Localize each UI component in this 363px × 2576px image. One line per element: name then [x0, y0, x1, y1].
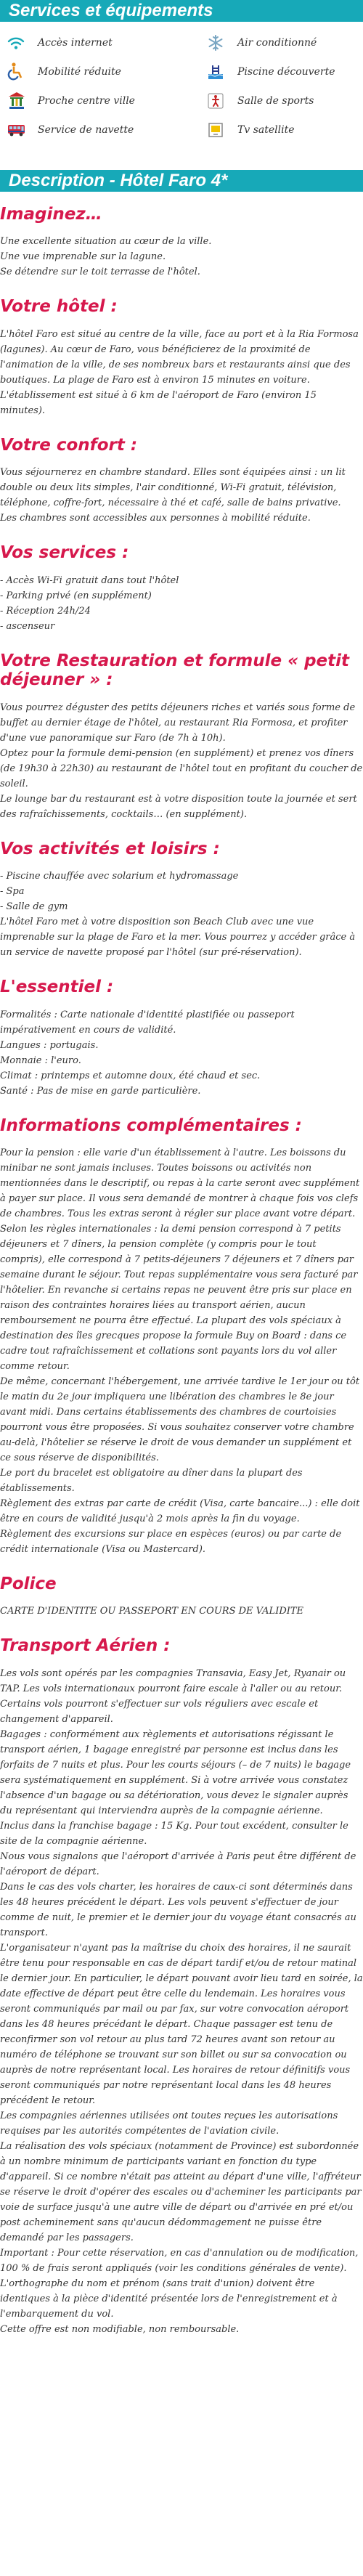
- amenity-internet: [7, 33, 207, 52]
- section-air-transport: [0, 1636, 363, 2336]
- air-conditioning-icon: [207, 33, 229, 52]
- amenity-label: Service de navette: [38, 124, 134, 136]
- section-text: L'hôtel Faro est situé au centre de la ville, face au port et à la Ria Formosa (lagunes). Au cœur de Faro, vous bénéficierez de la proximité de l'animation de la ville, de ses nombreux bars et restaurants ainsi que des boutiques. La plage de Faro est à environ 15 minutes en voiture. L'établissement est situé à 6 km de l'aéroport de Faro (environ 15 minutes).: [0, 328, 359, 416]
- section-text: Pour la pension : elle varie d'un établissement à l'autre. Les boissons du minibar ne sont jamais incluses. Toutes boissons ou activités non mentionnées dans le descriptif, ou repas à la carte seront avec supplément à payer sur place. Il vous sera demandé de montrer à chaque fois vos clefs de chambres. Tous les extras seront à régler sur place avant votre départ. Selon les règles internationales : la demi pension correspond à 7 petits déjeuners et 7 dîners, la pension complète (y compris pour le tout compris), elle correspond à 7 petits-déjeuners 7 déjeuners et 7 dîners par semaine durant le séjour. Tout repas supplémentaire vous sera facturé par l'hôtelier. En revanche si certains repas ne peuvent être pris sur place en raison des contraintes horaires liées au transport aérien, aucun remboursement ne pourra être effectué. La plupart des vols spéciaux à destination des îles grecques propose la formule Buy on Board : dans ce cadre tout rafraîchissement et collations sont payants lors du vol aller comme retour. De même, concernant l'hébergement, une arrivée tardive le 1er jour ou tôt le matin du 2e jour impliquera une libération des chambres le 8e jour avant midi. Dans certains établissements des chambres de courtoisies pourront vous être proposées. Si vous souhaitez conserver votre chambre au-delà, l'hôtelier se réserve le droit de vous demander un supplément et ce sous réserve de disponibilités. Le port du bracelet est obligatoire au dîner dans la plupart des établissements. Règlement des extras par carte de crédit (Visa, carte bancaire...) : elle doit être en cours de validité jusqu'à 2 mois après la fin du voyage. Règlement des excursions sur place en espèces (euros) ou par carte de crédit internationale (Visa ou Mastercard).: [0, 1147, 360, 1555]
- section-title: Transport Aérien :: [0, 1636, 171, 1656]
- section-imagine: [0, 205, 363, 280]
- section-text: Les vols sont opérés par les compagnies Transavia, Easy Jet, Ryanair ou TAP. Les vols internationaux pourront faire escale à l'aller ou au retour. Certains vols pourront s'effectuer sur vols réguliers avec escale et changement d'appareil. Bagages : conformément aux règlements et autorisations régissant le transport aérien, 1 bagage enregistré par personne est inclus dans les forfaits de 7 nuits et plus. Pour les courts séjours (– de 7 nuits) le bagage sera systématiquement en supplément. Si à votre arrivée vous constatez l'absence d'un bagage ou sa détérioration, vous devez le signaler auprès du représentant qui interviendra auprès de la compagnie aérienne. Inclus dans la franchise bagage : 15 Kg. Pour tout excédent, consulter le site de la compagnie aérienne. Nous vous signalons que l'aéroport d'arrivée à Paris peut être différent de l'aéroport de départ. Dans le cas des vols charter, les horaires de caux-ci sont déterminés dans les 48 heures précédent le départ. Les vols peuvent s'effectuer de jour comme de nuit, le premier et le dernier jour du voyage étant consacrés au transport. L'organisateur n'ayant pas la maîtrise du choix des horaires, il ne saurait être tenu pour responsable en cas de départ tardif et/ou de retour matinal le dernier jour. En particulier, le départ pouvant avoir lieu tard en soirée, la date effective de départ peut être celle du lendemain. Les horaires vous seront communiqués par mail ou par fax, sur votre convocation aéroport dans les 48 heures précédant le départ. Chaque passager est tenu de reconfirmer son vol retour au plus tard 72 heures avant son retour au numéro de téléphone se trouvant sur son billet ou sur sa convocation ou auprès de notre représentant local. Les horaires de retour définitifs vous seront communiqués par notre représentant local dans les 48 heures précédent le retour. Les compagnies aériennes utilisées ont toutes reçues les autorisations requises par les autorités compétentes de l'aviation civile. La réalisation des vols spéciaux (notamment de Province) est subordonnée à un nombre minimum de participants variant en fonction du type d'appareil. Si ce nombre n'était pas atteint au départ d'une ville, l'affréteur se réserve le droit d'opérer des escales ou d'acheminer les participants par voie de surface jusqu'à une autre ville de départ ou d'arrivée en pré et/ou post acheminement sans qu'aucun dédommagement ne puisse être demandé par les passagers. Important : Pour cette réservation, en cas d'annulation ou de modification, 100 % de frais seront appliqués (voir les conditions générales de vente). L'orthographe du nom et prénom (sans trait d'union) doivent être identiques à la pièce d'identité présentée lors de l'enregistrement et à l'embarquement du vol. Cette offre est non modifiable, non remboursable.: [0, 1667, 363, 2335]
- section-restauration: [0, 651, 363, 822]
- section-hotel: [0, 297, 363, 418]
- amenities-list: [0, 22, 363, 153]
- description-heading: Description - Hôtel Faro 4*: [0, 170, 363, 192]
- section-essentials: [0, 978, 363, 1098]
- section-title: Vos activités et loisirs :: [0, 839, 220, 858]
- section-text: Vous séjournerez en chambre standard. Elles sont équipées ainsi : un lit double ou deux lits simples, l'air conditionné, Wi-Fi gratuit, télévision, téléphone, coffre-fort, nécessaire à thé et café, salle de bains privative. Les chambres sont accessibles aux personnes à mobilité réduite.: [0, 467, 346, 524]
- section-title: Votre confort :: [0, 435, 138, 455]
- amenity-shuttle: [7, 121, 207, 139]
- section-text: Une excellente situation au cœur de la ville. Une vue imprenable sur la lagune. Se détendre sur le toit terrasse de l'hôtel.: [0, 236, 212, 278]
- gym-icon: [207, 92, 229, 110]
- amenity-gym: [207, 92, 363, 110]
- section-title: Imaginez…: [0, 205, 102, 224]
- section-police: [0, 1575, 363, 1619]
- amenity-reduced-mobility: [7, 62, 207, 81]
- wifi-icon: [7, 33, 29, 52]
- pool-icon: [207, 62, 229, 81]
- section-activities: [0, 840, 363, 960]
- description-body: [0, 192, 363, 2384]
- section-comfort: [0, 436, 363, 526]
- tv-icon: [207, 121, 229, 139]
- section-text: Formalités : Carte nationale d'identité plastifiée ou passeport impérativement en cours de validité. Langues : portugais. Monnaie : l'euro. Climat : printemps et automne doux, été chaud et sec. Santé : Pas de mise en garde particulière.: [0, 1009, 295, 1097]
- services-heading: Services et équipements: [0, 0, 363, 22]
- wheelchair-icon: [7, 62, 29, 81]
- shuttle-icon: [7, 121, 29, 139]
- section-text: CARTE D'IDENTITE OU PASSEPORT EN COURS DE VALIDITE: [0, 1606, 304, 1617]
- amenity-tv: [207, 121, 363, 139]
- amenity-label: Proche centre ville: [38, 95, 135, 107]
- section-text: - Accès Wi-Fi gratuit dans tout l'hôtel - Parking privé (en supplément) - Réception 24h/24 - ascenseur: [0, 574, 179, 632]
- city-center-icon: [7, 92, 29, 110]
- section-additional-info: [0, 1116, 363, 1557]
- amenity-label: Mobilité réduite: [38, 66, 121, 78]
- amenity-label: Tv satellite: [237, 124, 295, 136]
- section-text: - Piscine chauffée avec solarium et hydromassage - Spa - Salle de gym L'hôtel Faro met à votre disposition son Beach Club avec une vue imprenable sur la plage de Faro et la mer. Vous pourrez y accéder grâce à un service de navette proposé par l'hôtel (sur pré-réservation).: [0, 871, 356, 959]
- section-title: Votre Restauration et formule « petit déjeuner » :: [0, 651, 350, 690]
- amenity-label: Salle de sports: [237, 95, 314, 107]
- amenity-label: Accès internet: [38, 37, 113, 49]
- section-title: Informations complémentaires :: [0, 1116, 302, 1135]
- section-title: L'essentiel :: [0, 978, 114, 997]
- amenity-label: Air conditionné: [237, 37, 317, 49]
- amenity-pool: [207, 62, 363, 81]
- amenity-label: Piscine découverte: [237, 66, 335, 78]
- section-title: Votre hôtel :: [0, 297, 118, 317]
- section-text: Vous pourrez déguster des petits déjeuners riches et variés sous forme de buffet au dernier étage de l'hôtel, au restaurant Ria Formosa, et profiter d'une vue panoramique sur Faro (de 7h à 10h). Optez pour la formule demi-pension (en supplément) et prenez vos dîners (de 19h30 à 22h30) au restaurant de l'hôtel tout en profitant du coucher de soleil. Le lounge bar du restaurant est à votre disposition toute la journée et sert des rafraîchissements, cocktails… (en supplément).: [0, 702, 363, 820]
- section-title: Police: [0, 1574, 57, 1593]
- amenity-air-conditioning: [207, 33, 363, 52]
- section-gap: [0, 153, 363, 170]
- amenity-city-center: [7, 92, 207, 110]
- section-title: Vos services :: [0, 543, 129, 563]
- section-services: [0, 543, 363, 633]
